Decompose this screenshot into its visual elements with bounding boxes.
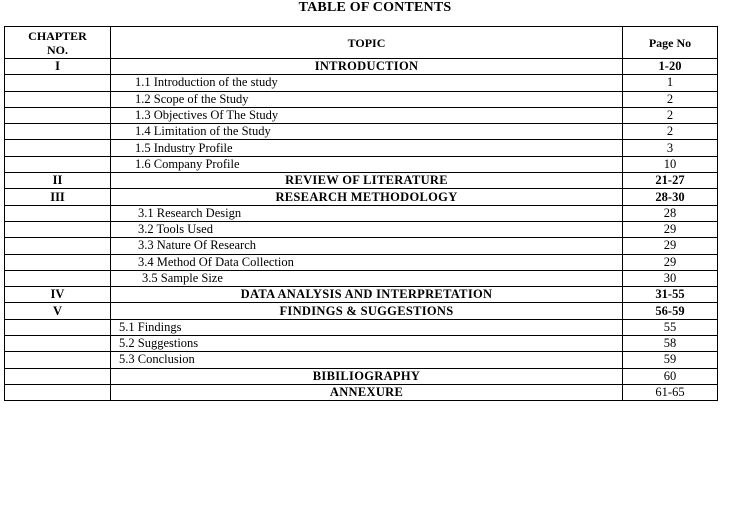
page-range: 61-65 [623, 384, 718, 400]
section-title: 3.1 Research Design [111, 205, 623, 221]
page-number: 3 [623, 140, 718, 156]
chapter-number [5, 91, 111, 107]
table-row [5, 303, 718, 319]
section-title: 5.3 Conclusion [111, 352, 623, 368]
table-row [5, 319, 718, 335]
chapter-title: REVIEW OF LITERATURE [111, 173, 623, 189]
page-number: 2 [623, 107, 718, 123]
page-number: 1 [623, 75, 718, 91]
chapter-title: DATA ANALYSIS AND INTERPRETATION [111, 287, 623, 303]
chapter-number [5, 319, 111, 335]
page-number: 2 [623, 91, 718, 107]
table-row [5, 91, 718, 107]
page-number: 29 [623, 221, 718, 237]
chapter-number [5, 368, 111, 384]
table-row [5, 189, 718, 205]
page-number: 28 [623, 205, 718, 221]
chapter-number [5, 254, 111, 270]
topic-column-header: TOPIC [111, 27, 623, 59]
section-title: 1.1 Introduction of the study [111, 75, 623, 91]
chapter-title: RESEARCH METHODOLOGY [111, 189, 623, 205]
page-number: 60 [623, 368, 718, 384]
chapter-title: FINDINGS & SUGGESTIONS [111, 303, 623, 319]
chapter-number [5, 156, 111, 172]
page-number: 55 [623, 319, 718, 335]
table-row [5, 238, 718, 254]
table-row [5, 124, 718, 140]
section-title: 1.2 Scope of the Study [111, 91, 623, 107]
page-range: 31-55 [623, 287, 718, 303]
chapter-number [5, 140, 111, 156]
page-number: 29 [623, 254, 718, 270]
page-range: 56-59 [623, 303, 718, 319]
chapter-number [5, 205, 111, 221]
chapter-number [5, 384, 111, 400]
page-number: 2 [623, 124, 718, 140]
table-of-contents [4, 26, 718, 401]
page-number: 10 [623, 156, 718, 172]
table-row [5, 368, 718, 384]
section-title: 1.4 Limitation of the Study [111, 124, 623, 140]
table-row [5, 59, 718, 75]
page-number: 30 [623, 270, 718, 286]
table-row [5, 205, 718, 221]
section-title: 3.3 Nature Of Research [111, 238, 623, 254]
chapter-number [5, 75, 111, 91]
table-row [5, 173, 718, 189]
chapter-number: II [5, 173, 111, 189]
page-number: 29 [623, 238, 718, 254]
table-row [5, 287, 718, 303]
section-title: 1.5 Industry Profile [111, 140, 623, 156]
section-title: 3.2 Tools Used [111, 221, 623, 237]
page-range: 28-30 [623, 189, 718, 205]
chapter-number: III [5, 189, 111, 205]
table-row [5, 336, 718, 352]
section-title: 1.3 Objectives Of The Study [111, 107, 623, 123]
chapter-number [5, 124, 111, 140]
table-row [5, 156, 718, 172]
table-row [5, 140, 718, 156]
chapter-column-header [5, 27, 111, 59]
table-row [5, 221, 718, 237]
section-title: 3.5 Sample Size [111, 270, 623, 286]
chapter-title: BIBILIOGRAPHY [111, 368, 623, 384]
chapter-title: ANNEXURE [111, 384, 623, 400]
chapter-number [5, 336, 111, 352]
chapter-number: IV [5, 287, 111, 303]
table-row [5, 270, 718, 286]
chapter-number [5, 238, 111, 254]
section-title: 5.2 Suggestions [111, 336, 623, 352]
chapter-number [5, 107, 111, 123]
page-range: 1-20 [623, 59, 718, 75]
table-row [5, 254, 718, 270]
chapter-number: V [5, 303, 111, 319]
page-range: 21-27 [623, 173, 718, 189]
chapter-header-line1: CHAPTER [28, 28, 87, 43]
chapter-number [5, 221, 111, 237]
chapter-title: INTRODUCTION [111, 59, 623, 75]
table-row [5, 75, 718, 91]
page-column-header: Page No [623, 27, 718, 59]
chapter-number [5, 270, 111, 286]
section-title: 1.6 Company Profile [111, 156, 623, 172]
table-row [5, 352, 718, 368]
page-number: 58 [623, 336, 718, 352]
section-title: 3.4 Method Of Data Collection [111, 254, 623, 270]
section-title: 5.1 Findings [111, 319, 623, 335]
table-row [5, 107, 718, 123]
page-number: 59 [623, 352, 718, 368]
chapter-header-line2: NO. [47, 42, 68, 57]
chapter-number: I [5, 59, 111, 75]
header-row [5, 27, 718, 59]
chapter-number [5, 352, 111, 368]
document-title: TABLE OF CONTENTS [298, 0, 452, 15]
table-row [5, 384, 718, 400]
